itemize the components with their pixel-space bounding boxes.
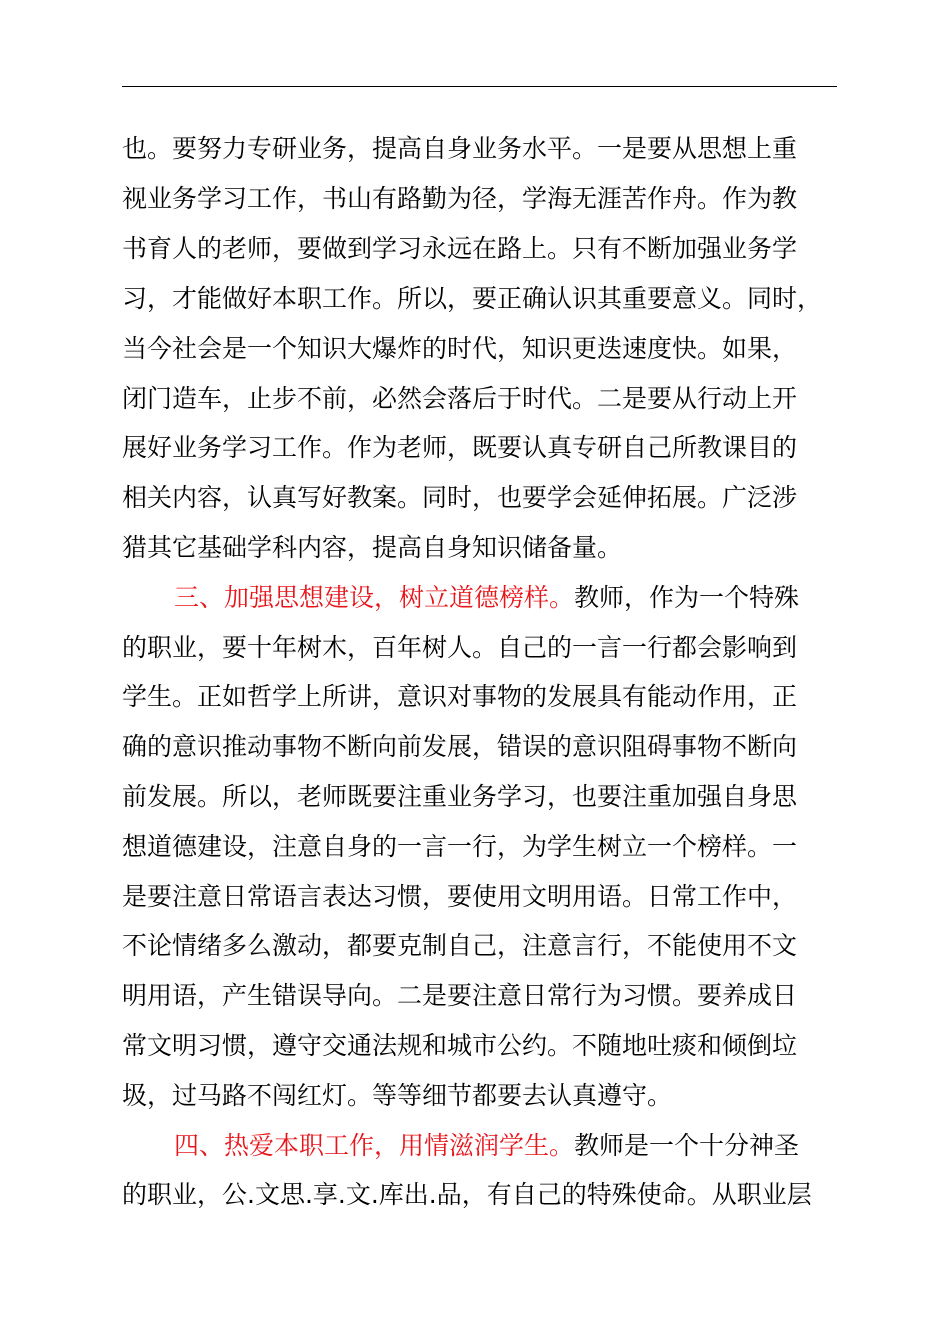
text-line: 闭门造车，止步不前，必然会落后于时代。二是要从行动上开	[122, 384, 798, 413]
text-line: 书育人的老师，要做到学习永远在路上。只有不断加强业务学	[122, 234, 798, 263]
text-line: 的职业，公.文思.享.文.库出.品，有自己的特殊使命。从职业层	[122, 1180, 812, 1209]
text-line: 不论情绪多么激动，都要克制自己，注意言行，不能使用不文	[122, 931, 798, 960]
text-line: 确的意识推动事物不断向前发展，错误的意识阻碍事物不断向	[122, 732, 798, 761]
section-heading: 三、加强思想建设，树立道德榜样。	[174, 583, 575, 612]
text-line: 习，才能做好本职工作。所以，要正确认识其重要意义。同时，	[122, 284, 823, 313]
section-heading-line: 三、加强思想建设，树立道德榜样。教师，作为一个特殊	[174, 583, 800, 612]
text-line: 学生。正如哲学上所讲，意识对事物的发展具有能动作用，正	[122, 682, 798, 711]
text-line: 展好业务学习工作。作为老师，既要认真专研自己所教课目的	[122, 433, 798, 462]
text-line: 前发展。所以，老师既要注重业务学习，也要注重加强自身思	[122, 782, 798, 811]
text-line: 视业务学习工作，书山有路勤为径，学海无涯苦作舟。作为教	[122, 184, 798, 213]
text-line: 也。要努力专研业务，提高自身业务水平。一是要从思想上重	[122, 134, 798, 163]
text-line: 明用语，产生错误导向。二是要注意日常行为习惯。要养成日	[122, 981, 798, 1010]
text-line: 当今社会是一个知识大爆炸的时代，知识更迭速度快。如果，	[122, 334, 798, 363]
section-heading: 四、热爱本职工作，用情滋润学生。	[174, 1131, 575, 1160]
text-line: 想道德建设，注意自身的一言一行，为学生树立一个榜样。一	[122, 832, 798, 861]
text-line: 相关内容，认真写好教案。同时，也要学会延伸拓展。广泛涉	[122, 483, 798, 512]
text-line: 猎其它基础学科内容，提高自身知识储备量。	[122, 533, 623, 562]
section-heading-line: 四、热爱本职工作，用情滋润学生。教师是一个十分神圣	[174, 1131, 800, 1160]
text-line: 常文明习惯，遵守交通法规和城市公约。不随地吐痰和倾倒垃	[122, 1031, 798, 1060]
text-line: 的职业，要十年树木，百年树人。自己的一言一行都会影响到	[122, 633, 798, 662]
text-line: 圾，过马路不闯红灯。等等细节都要去认真遵守。	[122, 1081, 673, 1110]
text-line: 是要注意日常语言表达习惯，要使用文明用语。日常工作中，	[122, 882, 798, 911]
